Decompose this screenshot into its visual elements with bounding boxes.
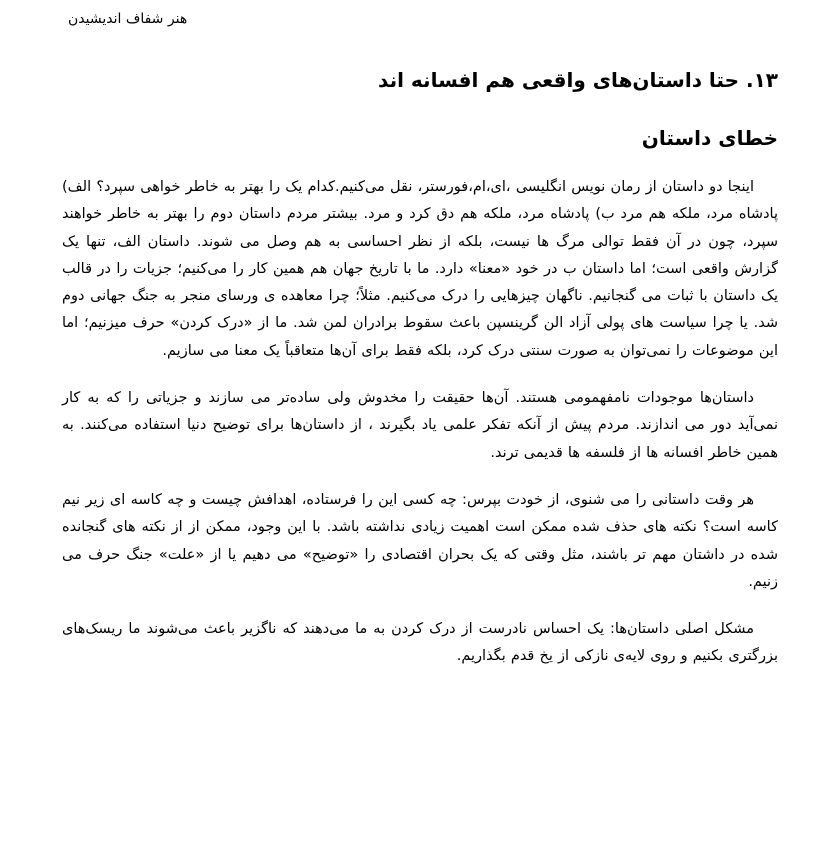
paragraph: مشکل اصلی داستان‌ها: یک احساس نادرست از درک کردن به ما می‌دهند که ناگزیر باعث می‌شوند ما ریسک‌های بزرگتری بکنیم و روی لایه‌ی نازکی از یخ قدم بگذاریم. [62, 621, 778, 665]
paragraph: هر وقت داستانی را می شنوی، از خودت بپرس: چه کسی این را فرستاده، اهدافش چیست و چه کاسه ای زیر نیم کاسه است؟ نکته های حذف شده ممکن است اهمیت زیادی نداشته باشد. با این وجود، ممکن از از نکته های گنجانده شده در داشتان مهم تر باشند، مثل وقتی که یک بحران اقتصادی را «توضیح» می دهیم یا از «علت» جنگ حرف می زنیم. [62, 491, 778, 590]
paragraph: داستان‌ها موجودات نامفهمومی هستند. آن‌ها حقیقت را مخدوش ولی ساده‌تر می سازند و جزیاتی را که به کار نمی‌آید دور می اندازند. مردم پیش از آنکه تفکر علمی یاد بگیرند ، از داستان‌ها برای توضیح دنیا استفاده می‌کنند. به همین خاطر افسانه ها از فلسفه ها قدیمی ترند. [62, 390, 778, 461]
body-text [62, 174, 778, 691]
chapter-title: ۱۳. حتا داستان‌های واقعی هم افسانه اند [378, 68, 778, 92]
section-title: خطای داستان [641, 126, 778, 150]
running-header: هنر شفاف اندیشیدن [68, 11, 188, 27]
paragraph: اینجا دو داستان از رمان نویس انگلیسی ،ای،ام،فورستر، نقل می‌کنیم.کدام یک را بهتر به خاطر خواهی سپرد؟ الف) پادشاه مرد، ملکه هم مرد ب) پادشاه مرد، ملکه هم دق کرد و مرد. بیشتر مردم داستان دوم را بهتر به خاطر خواهند سپرد، چون در آن فقط توالی مرگ ها نیست، بلکه از نظر احساسی به هم وصل می شوند. داستان الف، تنها یک گزارش واقعی است؛ اما داستان ب در خود «معنا» دارد. ما با تاریخ جهان هم همین کار را می‌کنیم؛ جزیات را در قالب یک داستان با ثبات می گنجانیم. ناگهان چیزهایی را درک می‌کنیم. مثلاً؛ چرا معاهده ی ورسای منجر به جنگ جهانی دوم شد. یا چرا سیاست های پولی آزاد الن گرینسپن باعث سقوط برادران لمن شد. ما از «درک کردن» حرف میزنیم؛ اما این موضوعات را نمی‌توان به صورت سنتی درک کرد، بلکه فقط برای آن‌ها متعاقباً یک معنا می سازیم. [62, 179, 778, 359]
